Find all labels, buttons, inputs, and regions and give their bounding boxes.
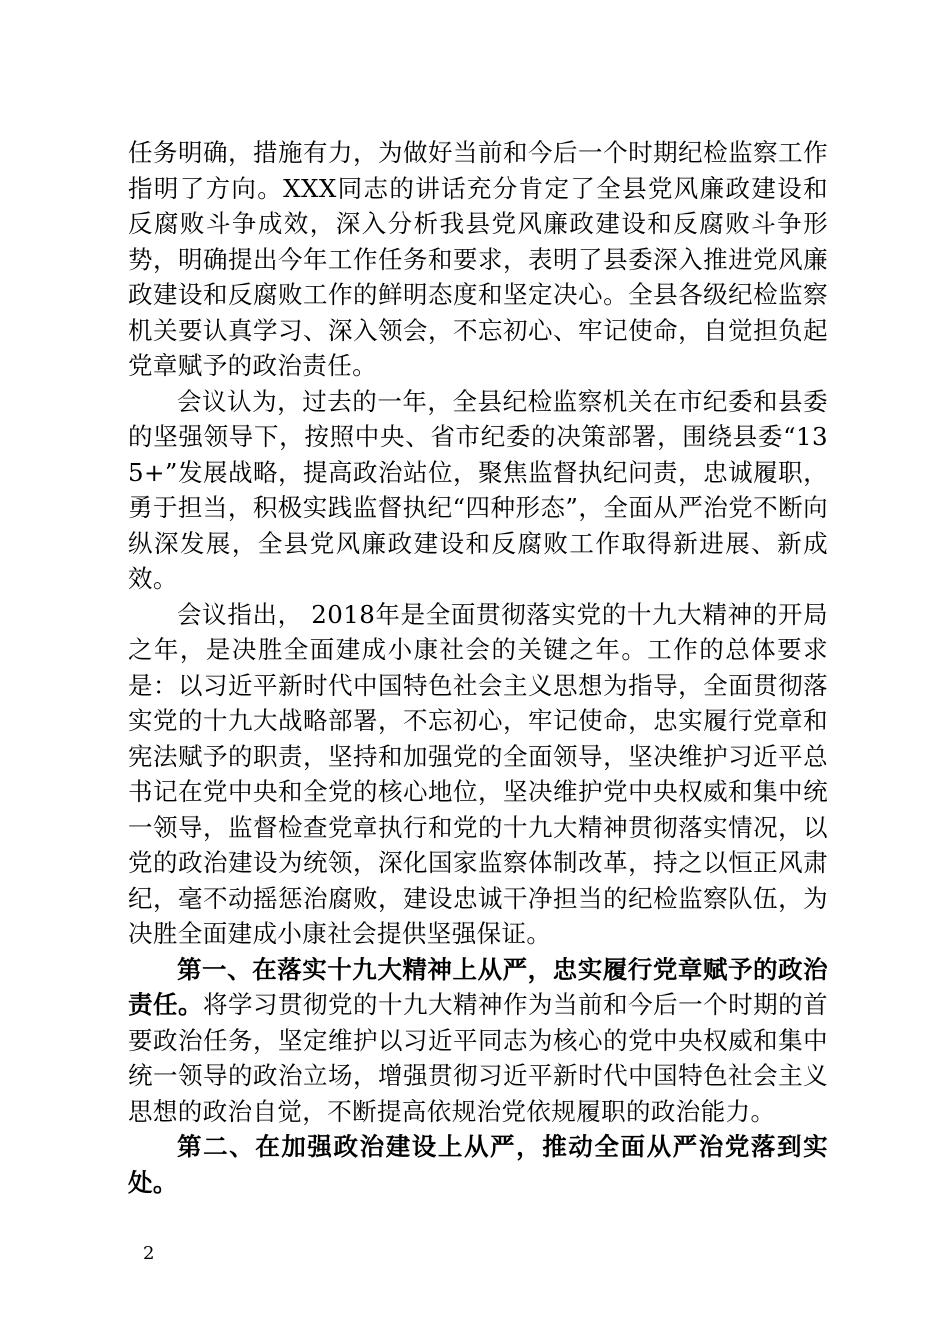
paragraph-4 bbox=[128, 952, 828, 1130]
paragraph-3 bbox=[128, 597, 828, 952]
page-number: 2 bbox=[143, 1243, 155, 1264]
paragraph-3-text: 会议指出， 2018年是全面贯彻落实党的十九大精神的开局之年，是决胜全面建成小康社会的关键之年。工作的总体要求是：以习近平新时代中国特色社会主义思想为指导，全面贯彻落实党的十九大战略部署，不忘初心，牢记使命，忠实履行党章和宪法赋予的职责，坚持和加强党的全面领导，坚决维护习近平总书记在党中央和全党的核心地位，坚决维护党中央权威和集中统一领导，监督检查党章执行和党的十九大精神贯彻落实情况，以党的政治建设为统领，深化国家监察体制改革，持之以恒正风肃纪，毫不动摇惩治腐败，建设忠诚干净担当的纪检监察队伍，为决胜全面建成小康社会提供坚强保证。 bbox=[128, 599, 828, 948]
paragraph-5-lead: 第二、在加强政治建设上从严，推动全面从严治党落到实处。 bbox=[128, 1132, 828, 1197]
paragraph-2 bbox=[128, 384, 828, 597]
paragraph-4-lead: 第一、在落实十九大精神上从严，忠实履行党章赋予的政治责任。 bbox=[128, 954, 828, 1019]
document-body bbox=[128, 135, 828, 1200]
paragraph-1-text: 任务明确，措施有力，为做好当前和今后一个时期纪检监察工作指明了方向。XXX同志的讲话充分肯定了全县党风廉政建设和反腐败斗争成效，深入分析我县党风廉政建设和反腐败斗争形势，明确提出今年工作任务和要求，表明了县委深入推进党风廉政建设和反腐败工作的鲜明态度和坚定决心。全县各级纪检监察机关要认真学习、深入领会，不忘初心、牢记使命，自觉担负起党章赋予的政治责任。 bbox=[128, 138, 828, 380]
paragraph-5 bbox=[128, 1129, 828, 1200]
paragraph-2-text: 会议认为，过去的一年，全县纪检监察机关在市纪委和县委的坚强领导下，按照中央、省市纪委的决策部署，围绕县委“135+”发展战略，提高政治站位，聚焦监督执纪问责，忠诚履职，勇于担当，积极实践监督执纪“四种形态”，全面从严治党不断向纵深发展，全县党风廉政建设和反腐败工作取得新进展、新成效。 bbox=[128, 386, 828, 593]
paragraph-4-text: 将学习贯彻党的十九大精神作为当前和今后一个时期的首要政治任务，坚定维护以习近平同志为核心的党中央权威和集中统一领导的政治立场，增强贯彻习近平新时代中国特色社会主义思想的政治自觉，不断提高依规治党依规履职的政治能力。 bbox=[128, 990, 828, 1126]
paragraph-1 bbox=[128, 135, 828, 384]
